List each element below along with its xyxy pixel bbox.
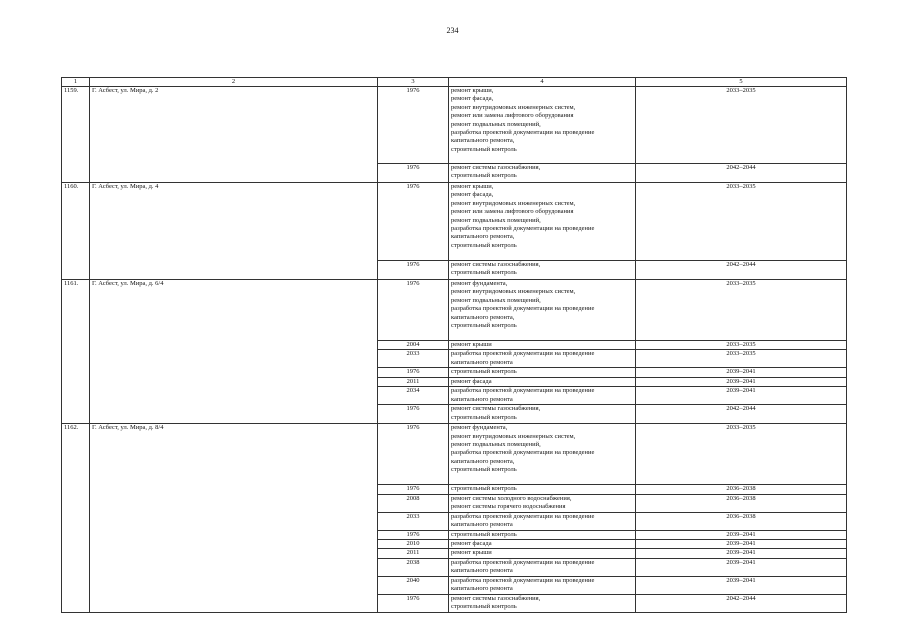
year-cell: 1976 (378, 594, 449, 612)
period-cell: 2039–2041 (636, 368, 847, 377)
year-cell: 2010 (378, 540, 449, 549)
work-type-cell (449, 377, 636, 386)
period-cell: 2042–2044 (636, 164, 847, 183)
period-cell: 2033–2035 (636, 87, 847, 164)
period-cell: 2033–2035 (636, 183, 847, 261)
building-address: Г. Асбест, ул. Мира, д. 8/4 (90, 424, 378, 613)
work-item: разработка проектной документации на проведение (451, 558, 595, 566)
work-item: капитального ремонта (451, 585, 513, 593)
work-item: строительный контроль (451, 241, 517, 249)
period-cell: 2042–2044 (636, 405, 847, 424)
work-item: капитального ремонта, (451, 313, 515, 321)
year-cell: 1976 (378, 405, 449, 424)
year-cell: 2011 (378, 377, 449, 386)
work-item: ремонт фасада, (451, 191, 494, 199)
work-item: строительный контроль (451, 269, 517, 277)
header-cell-5: 5 (636, 78, 847, 87)
work-item: ремонт фасада (451, 540, 492, 548)
year-cell: 1976 (378, 164, 449, 183)
work-item: ремонт фундамента, (451, 280, 508, 287)
year-cell: 1976 (378, 261, 449, 280)
year-cell: 1976 (378, 485, 449, 494)
period-cell: 2039–2041 (636, 540, 847, 549)
work-type-cell (449, 261, 636, 280)
period-cell: 2042–2044 (636, 261, 847, 280)
work-item: капитального ремонта (451, 395, 513, 403)
year-cell: 1976 (378, 87, 449, 164)
work-item: ремонт крыши (451, 549, 492, 557)
work-item: разработка проектной документации на проведение (451, 305, 595, 313)
work-type-cell (449, 405, 636, 424)
work-type-cell (449, 280, 636, 341)
work-item: разработка проектной документации на проведение (451, 512, 595, 520)
repair-schedule-table (61, 77, 847, 613)
period-cell: 2039–2041 (636, 377, 847, 386)
work-item: капитального ремонта, (451, 457, 515, 465)
work-item: ремонт подвальных помещений, (451, 120, 541, 128)
table-row (62, 87, 847, 164)
building-number: 1159. (62, 87, 90, 183)
work-item: капитального ремонта, (451, 137, 515, 145)
work-item: строительный контроль (451, 368, 517, 376)
period-cell: 2036–2038 (636, 485, 847, 494)
period-cell: 2042–2044 (636, 594, 847, 612)
work-item: ремонт внутридомовых инженерных систем, (451, 432, 576, 440)
work-type-cell (449, 576, 636, 594)
work-item: строительный контроль (451, 466, 517, 474)
work-type-cell (449, 87, 636, 164)
work-type-cell (449, 558, 636, 576)
work-type-cell (449, 494, 636, 512)
work-item: ремонт или замена лифтового оборудования (451, 208, 574, 216)
period-cell: 2033–2035 (636, 350, 847, 368)
work-item: ремонт подвальных помещений, (451, 441, 541, 449)
work-item: ремонт подвальных помещений, (451, 296, 541, 304)
work-item: ремонт фасада (451, 377, 492, 385)
work-item: ремонт крыши, (451, 87, 494, 94)
work-item: разработка проектной документации на проведение (451, 449, 595, 457)
period-cell: 2033–2035 (636, 280, 847, 341)
work-item: ремонт системы холодного водоснабжения, (451, 494, 572, 502)
period-cell: 2033–2035 (636, 341, 847, 350)
building-number: 1160. (62, 183, 90, 280)
year-cell: 2008 (378, 494, 449, 512)
work-type-cell (449, 368, 636, 377)
page-number: 234 (446, 26, 459, 35)
work-type-cell (449, 549, 636, 558)
period-cell: 2036–2038 (636, 494, 847, 512)
work-item: ремонт фундамента, (451, 424, 508, 432)
work-type-cell (449, 341, 636, 350)
year-cell: 1976 (378, 530, 449, 539)
building-number: 1162. (62, 424, 90, 613)
table-row (62, 424, 847, 485)
work-item: строительный контроль (451, 603, 517, 611)
work-item: капитального ремонта (451, 567, 513, 575)
period-cell: 2039–2041 (636, 549, 847, 558)
year-cell: 1976 (378, 280, 449, 341)
work-item: строительный контроль (451, 485, 517, 493)
work-item: разработка проектной документации на проведение (451, 225, 595, 233)
period-cell: 2036–2038 (636, 512, 847, 530)
table-row (62, 183, 847, 261)
work-item: капитального ремонта, (451, 233, 515, 241)
header-cell-2: 2 (90, 78, 378, 87)
work-item: ремонт внутридомовых инженерных систем, (451, 103, 576, 111)
work-item: ремонт крыши, (451, 183, 494, 190)
year-cell: 1976 (378, 424, 449, 485)
year-cell: 2033 (378, 512, 449, 530)
work-item: строительный контроль (451, 322, 517, 330)
building-address: Г. Асбест, ул. Мира, д. 4 (90, 183, 378, 280)
work-item: строительный контроль (451, 145, 517, 153)
work-type-cell (449, 485, 636, 494)
work-item: ремонт системы газоснабжения, (451, 594, 541, 602)
work-type-cell (449, 512, 636, 530)
work-type-cell (449, 183, 636, 261)
table-row (62, 280, 847, 341)
work-item: ремонт внутридомовых инженерных систем, (451, 199, 576, 207)
work-item: разработка проектной документации на проведение (451, 129, 595, 137)
year-cell: 2004 (378, 341, 449, 350)
header-cell-1: 1 (62, 78, 90, 87)
work-type-cell (449, 350, 636, 368)
work-item: строительный контроль (451, 530, 517, 538)
header-cell-4: 4 (449, 78, 636, 87)
year-cell: 2038 (378, 558, 449, 576)
work-type-cell (449, 530, 636, 539)
year-cell: 2040 (378, 576, 449, 594)
table-header-row (62, 78, 847, 87)
work-item: разработка проектной документации на проведение (451, 350, 595, 358)
period-cell: 2039–2041 (636, 576, 847, 594)
work-item: ремонт фасада, (451, 95, 494, 103)
period-cell: 2039–2041 (636, 530, 847, 539)
work-item: строительный контроль (451, 172, 517, 180)
year-cell: 1976 (378, 368, 449, 377)
period-cell: 2039–2041 (636, 387, 847, 405)
work-item: строительный контроль (451, 413, 517, 421)
building-number: 1161. (62, 280, 90, 424)
work-type-cell (449, 540, 636, 549)
work-type-cell (449, 424, 636, 485)
building-address: Г. Асбест, ул. Мира, д. 6/4 (90, 280, 378, 424)
work-item: разработка проектной документации на проведение (451, 387, 595, 395)
work-type-cell (449, 164, 636, 183)
work-item: ремонт системы горячего водоснабжения (451, 503, 566, 511)
work-type-cell (449, 387, 636, 405)
work-item: разработка проектной документации на проведение (451, 576, 595, 584)
year-cell: 2011 (378, 549, 449, 558)
work-item: капитального ремонта (451, 521, 513, 529)
year-cell: 1976 (378, 183, 449, 261)
work-item: ремонт подвальных помещений, (451, 216, 541, 224)
work-item: ремонт системы газоснабжения, (451, 164, 541, 171)
work-item: ремонт системы газоснабжения, (451, 261, 541, 268)
period-cell: 2033–2035 (636, 424, 847, 485)
building-address: Г. Асбест, ул. Мира, д. 2 (90, 87, 378, 183)
work-item: ремонт системы газоснабжения, (451, 405, 541, 413)
work-item: ремонт крыши (451, 341, 492, 348)
work-item: ремонт внутридомовых инженерных систем, (451, 288, 576, 296)
year-cell: 2033 (378, 350, 449, 368)
work-type-cell (449, 594, 636, 612)
work-item: ремонт или замена лифтового оборудования (451, 112, 574, 120)
header-cell-3: 3 (378, 78, 449, 87)
period-cell: 2039–2041 (636, 558, 847, 576)
work-item: капитального ремонта (451, 358, 513, 366)
year-cell: 2034 (378, 387, 449, 405)
